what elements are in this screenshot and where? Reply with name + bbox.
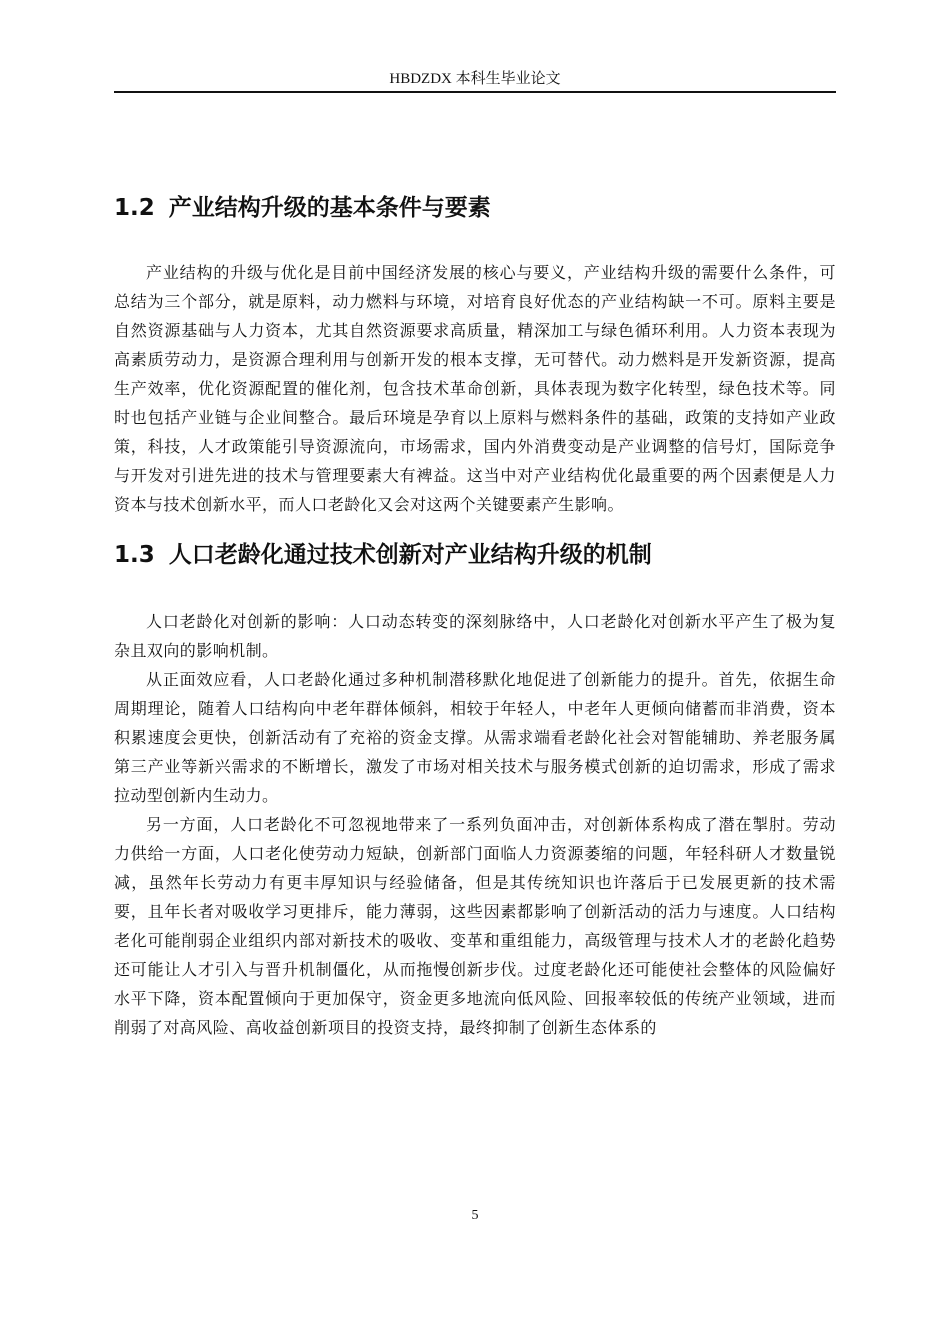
body-paragraph: 另一方面，人口老龄化不可忽视地带来了一系列负面冲击，对创新体系构成了潜在掣肘。劳动力供给一方面，人口老化使劳动力短缺，创新部门面临人力资源萎缩的问题，年轻科研人才数量锐减，虽然年长劳动力有更丰厚知识与经验储备，但是其传统知识也许落后于已发展更新的技术需要，且年长者对吸收学习更排斥，能力薄弱，这些因素都影响了创新活动的活力与速度。人口结构老化可能削弱企业组织内部对新技术的吸收、变革和重组能力，高级管理与技术人才的老龄化趋势还可能让人才引入与晋升机制僵化，从而拖慢创新步伐。过度老龄化还可能使社会整体的风险偏好水平下降，资本配置倾向于更加保守，资金更多地流向低风险、回报率较低的传统产业领域，进而削弱了对高风险、高收益创新项目的投资支持，最终抑制了创新生态体系的: [114, 815, 836, 1037]
page-number: 5: [471, 1208, 479, 1223]
section-number: 1.2: [114, 195, 155, 221]
body-paragraph: 人口老龄化对创新的影响：人口动态转变的深刻脉络中，人口老龄化对创新水平产生了极为复杂且双向的影响机制。: [114, 612, 836, 660]
header-rule: [114, 91, 836, 93]
body-paragraph: 从正面效应看，人口老龄化通过多种机制潜移默化地促进了创新能力的提升。首先，依据生命周期理论，随着人口结构向中老年群体倾斜，相较于年轻人，中老年人更倾向储蓄而非消费，资本积累速度会更快，创新活动有了充裕的资金支撑。从需求端看老龄化社会对智能辅助、养老服务属第三产业等新兴需求的不断增长，激发了市场对相关技术与服务模式创新的迫切需求，形成了需求拉动型创新内生动力。: [114, 670, 836, 805]
section-number: 1.3: [114, 542, 155, 568]
section-title: 人口老龄化通过技术创新对产业结构升级的机制: [168, 542, 652, 568]
section-heading-1-2: [114, 186, 836, 230]
section-title: 产业结构升级的基本条件与要素: [168, 195, 491, 221]
running-header: HBDZDX 本科生毕业论文: [389, 71, 561, 87]
page-body: [114, 186, 836, 1042]
body-paragraph: 产业结构的升级与优化是目前中国经济发展的核心与要义，产业结构升级的需要什么条件，可总结为三个部分，就是原料，动力燃料与环境，对培育良好优态的产业结构缺一不可。原料主要是自然资源基础与人力资本，尤其自然资源要求高质量，精深加工与绿色循环利用。人力资本表现为高素质劳动力，是资源合理利用与创新开发的根本支撑，无可替代。动力燃料是开发新资源，提高生产效率，优化资源配置的催化剂，包含技术革命创新，具体表现为数字化转型，绿色技术等。同时也包括产业链与企业间整合。最后环境是孕育以上原料与燃料条件的基础，政策的支持如产业政策，科技，人才政策能引导资源流向，市场需求，国内外消费变动是产业调整的信号灯，国际竞争与开发对引进先进的技术与管理要素大有裨益。这当中对产业结构优化最重要的两个因素便是人力资本与技术创新水平，而人口老龄化又会对这两个关键要素产生影响。: [114, 263, 836, 514]
section-heading-1-3: [114, 533, 836, 577]
